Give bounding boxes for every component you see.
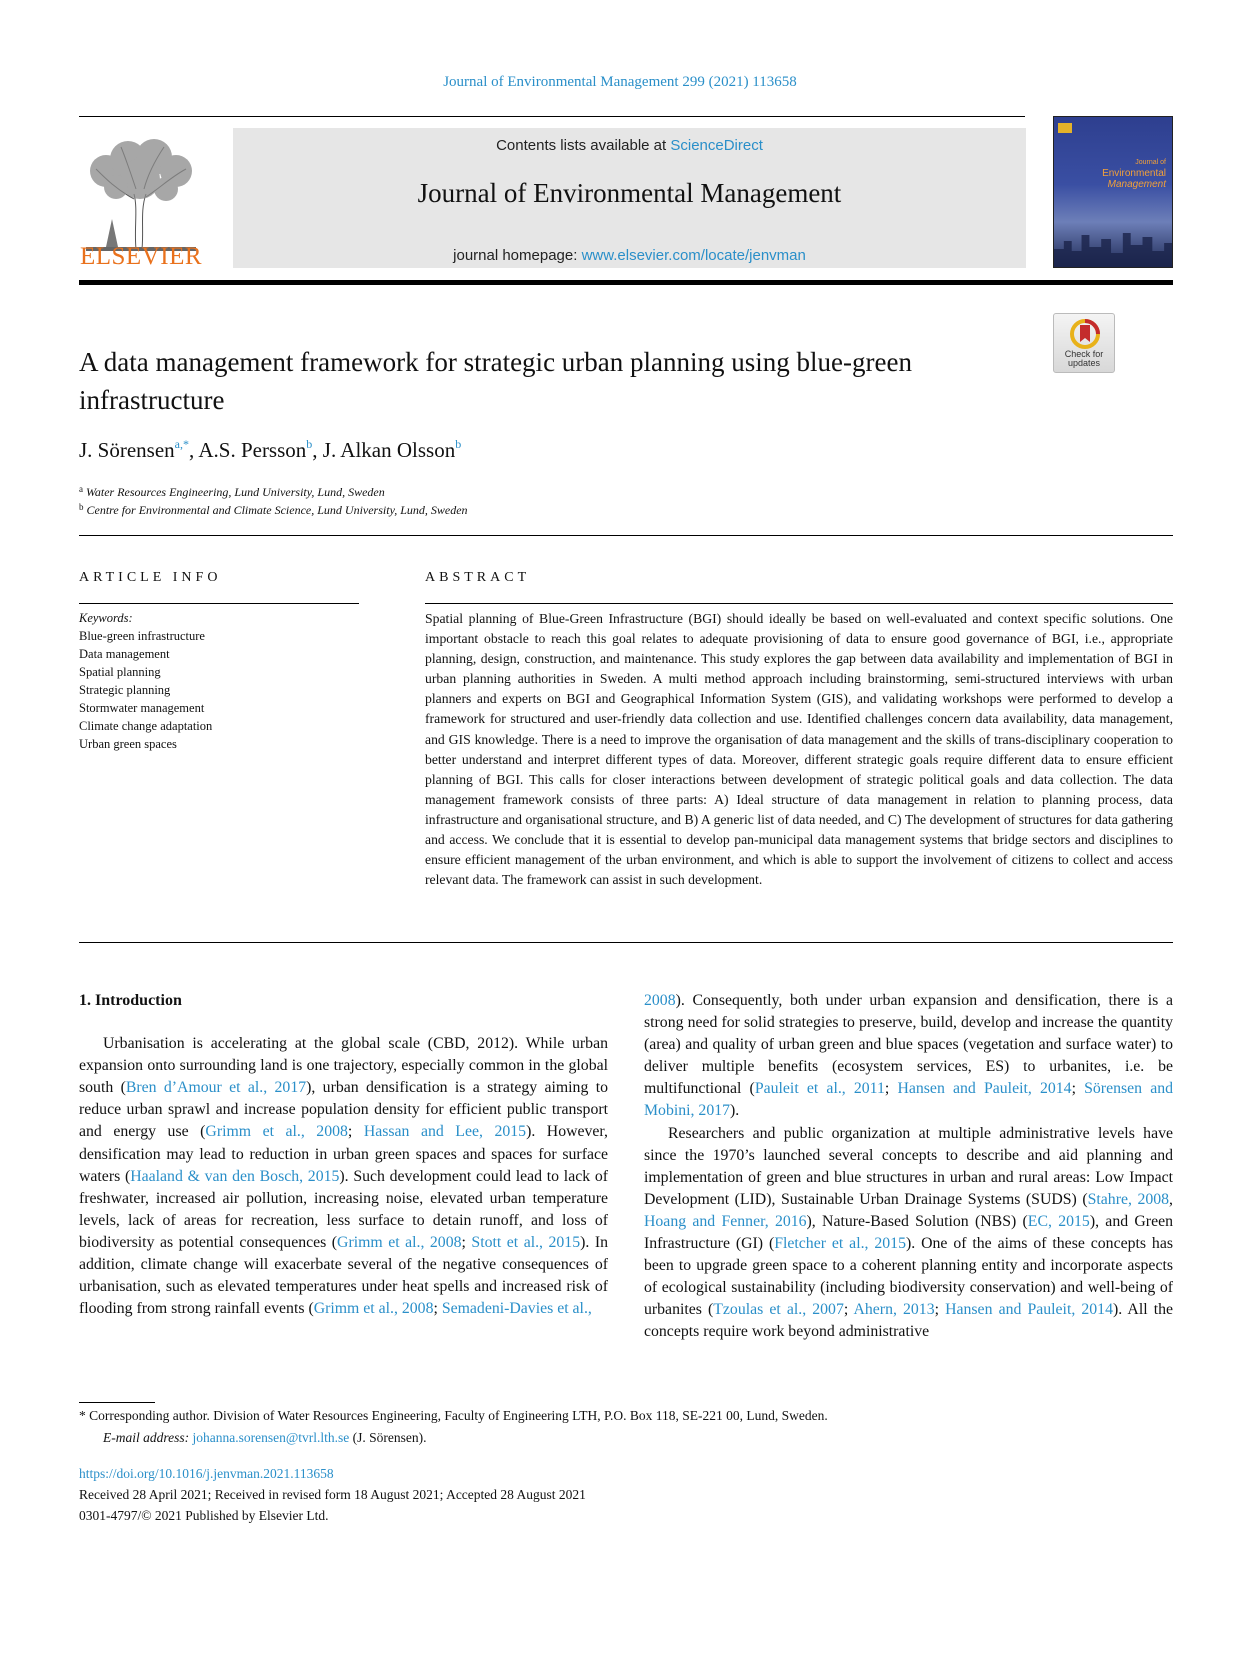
top-divider: [79, 116, 1025, 117]
keyword-item: Spatial planning: [79, 665, 161, 679]
author-name[interactable]: A.S. Persson: [198, 438, 307, 462]
citation-link[interactable]: Bren d’Amour et al., 2017: [125, 1079, 307, 1097]
cover-title-line-2: Environmental: [1102, 168, 1166, 179]
keywords-block: [79, 609, 359, 753]
section-heading-introduction: 1. Introduction: [79, 992, 182, 1009]
body-text: ;: [934, 1301, 946, 1319]
cover-title: [1054, 157, 1172, 190]
citation-link[interactable]: Hoang and Fenner, 2016: [644, 1212, 807, 1230]
cover-elsevier-mark-icon: [1058, 123, 1072, 133]
publisher-name: ELSEVIER: [79, 243, 203, 270]
abstract-rule: [425, 603, 1173, 604]
citation-link[interactable]: 2008: [644, 992, 676, 1009]
author-separator: ,: [189, 438, 199, 462]
body-text: ). All the concepts require work beyond administrative: [644, 1301, 1173, 1341]
check-for-updates-icon: [1069, 318, 1101, 350]
body-text: ;: [1071, 1080, 1085, 1098]
citation-link[interactable]: Pauleit et al., 2011: [754, 1080, 885, 1098]
header-thick-divider: [79, 280, 1173, 285]
body-text: Urbanisation is accelerating at the global scale (CBD, 2012). While urban expansion onto surrounding land is one trajectory, especially common in the global south (: [79, 1035, 608, 1097]
body-text: ;: [433, 1300, 442, 1318]
received-dates: Received 28 April 2021; Received in revised form 18 August 2021; Accepted 28 August 2021: [79, 1487, 586, 1502]
corresponding-author-note: * Corresponding author. Division of Water Resources Engineering, Faculty of Engineering LTH, P.O. Box 118, SE-221 00, Lund, Sweden.: [79, 1408, 828, 1423]
citation-link[interactable]: Haaland & van den Bosch, 2015: [130, 1167, 340, 1185]
email-label: E-mail address:: [103, 1430, 190, 1445]
check-for-updates-button[interactable]: [1053, 313, 1115, 373]
citation-link[interactable]: Hansen and Pauleit, 2014: [897, 1080, 1072, 1098]
homepage-line: [233, 247, 1026, 264]
body-column-left: [79, 990, 608, 1320]
check-label-line-2: updates: [1067, 358, 1101, 368]
affiliation-b-text: Centre for Environmental and Climate Science, Lund University, Lund, Sweden: [86, 503, 468, 517]
email-suffix: (J. Sörensen).: [349, 1430, 427, 1445]
affiliation-b: [79, 502, 468, 518]
cover-title-line-1: Journal of: [1135, 159, 1166, 166]
author-affiliation-marker[interactable]: b: [455, 437, 462, 451]
body-text: ). Such development could lead to lack of freshwater, increased air pollution, increasing noise, elevated urban temperature levels, lack of areas for recreation, less surface to detain runoff, and loss of biodiversity as potential consequences (: [79, 1167, 608, 1251]
intro-paragraph-1-continued: [644, 990, 1173, 1123]
keyword-item: Blue-green infrastructure: [79, 629, 205, 643]
author-affiliation-marker[interactable]: b: [306, 437, 313, 451]
author-separator: ,: [312, 438, 323, 462]
body-text: ), and Green Infrastructure (GI) (: [644, 1212, 1173, 1253]
affiliation-a: [79, 484, 385, 500]
abstract-bottom-divider: [79, 942, 1173, 943]
affiliation-a-marker: a: [79, 484, 83, 494]
citation-link[interactable]: Grimm et al., 2008: [313, 1300, 434, 1318]
citation-link[interactable]: Stahre, 2008: [1087, 1190, 1170, 1208]
citation-link[interactable]: Semadeni-Davies et al.,: [441, 1300, 592, 1318]
issn-copyright: 0301-4797/© 2021 Published by Elsevier Ltd.: [79, 1508, 329, 1523]
body-text: ), Nature-Based Solution (NBS) (: [806, 1212, 1028, 1230]
contents-prefix: Contents lists available at: [496, 137, 671, 154]
intro-paragraph-1: [79, 1033, 608, 1320]
body-text: ), urban densification is a strategy aiming to reduce urban sprawl and increase population density for efficient public transport and energy use (: [79, 1079, 608, 1141]
doi-link[interactable]: https://doi.org/10.1016/j.jenvman.2021.113658: [79, 1466, 334, 1481]
body-text: ). Consequently, both under urban expansion and densification, there is a strong need for solid strategies to preserve, build, develop and increase the quantity (area) and quality of urban green and blue spaces (vegetation and surface water) to deliver multiple benefits (ecosystem services, ES) to urbanites, i.e. be multifunctional (: [644, 992, 1173, 1098]
body-text: ;: [347, 1123, 364, 1141]
email-link[interactable]: johanna.sorensen@tvrl.lth.se: [192, 1430, 350, 1445]
homepage-prefix: journal homepage:: [453, 247, 582, 264]
citation-link[interactable]: EC, 2015: [1027, 1212, 1090, 1230]
cover-city-skyline-icon: [1054, 227, 1172, 267]
journal-cover-image[interactable]: [1053, 116, 1173, 268]
citation-link[interactable]: Ahern, 2013: [853, 1301, 935, 1319]
footnote-divider: [79, 1402, 155, 1403]
author-name[interactable]: J. Sörensen: [79, 438, 175, 462]
article-title: A data management framework for strategic urban planning using blue-green infrastructure: [79, 347, 912, 415]
keyword-item: Stormwater management: [79, 701, 205, 715]
abstract-heading: ABSTRACT: [425, 570, 531, 585]
intro-paragraph-2: [644, 1123, 1173, 1344]
citation-link[interactable]: Grimm et al., 2008: [205, 1123, 348, 1141]
citation-link[interactable]: Tzoulas et al., 2007: [713, 1301, 844, 1319]
check-for-updates-label: [1054, 350, 1114, 368]
sciencedirect-link[interactable]: ScienceDirect: [670, 137, 763, 154]
body-text: ,: [1169, 1190, 1173, 1208]
keyword-item: Urban green spaces: [79, 737, 177, 751]
body-text: ). In addition, climate change will exacerbate several of the negative consequences of urbanisation, such as elevated temperatures under heat spells and increased risk of flooding from strong rainfall events (: [79, 1233, 608, 1318]
body-text: ;: [884, 1080, 898, 1098]
body-text: ;: [843, 1301, 854, 1319]
keyword-item: Climate change adaptation: [79, 719, 213, 733]
journal-reference[interactable]: Journal of Environmental Management 299 (2021) 113658: [443, 74, 797, 90]
body-text: ;: [461, 1233, 472, 1251]
body-text: ). However, densification may lead to reduction in urban green spaces and spaces for surface waters (: [79, 1123, 609, 1185]
citation-link[interactable]: Fletcher et al., 2015: [774, 1235, 906, 1253]
cover-title-line-3: Management: [1107, 179, 1166, 190]
affiliation-a-text: Water Resources Engineering, Lund University, Lund, Sweden: [86, 485, 385, 499]
citation-link[interactable]: Hassan and Lee, 2015: [363, 1123, 527, 1141]
citation-link[interactable]: Sörensen and Mobini, 2017: [644, 1080, 1174, 1120]
keywords-list: [79, 627, 359, 753]
author-list: [79, 437, 461, 463]
author-affiliation-marker[interactable]: a,*: [174, 437, 189, 451]
email-note: [103, 1430, 427, 1446]
citation-link[interactable]: Hansen and Pauleit, 2014: [945, 1301, 1113, 1319]
affiliation-divider: [79, 535, 1173, 536]
keyword-item: Strategic planning: [79, 683, 171, 697]
check-label-line-1: Check for: [1064, 349, 1104, 359]
body-text: ). One of the aims of these concepts has been to upgrade green space to a coherent planning entity and incorporate aspects of ecological sustainability (including biodiversity conservation) and well-being of urbanites (: [644, 1235, 1173, 1319]
affiliation-b-marker: b: [79, 502, 84, 512]
journal-title: Journal of Environmental Management: [417, 178, 842, 208]
body-column-right: [644, 990, 1173, 1344]
body-text: Researchers and public organization at multiple administrative levels have since the 1970’s launched several concepts to describe and aid planning and implementation of green and blue structures in urban and rural areas: Low Impact Development (LID), Sustainable Urban Drainage Systems (SUDS) (: [644, 1124, 1173, 1208]
homepage-link[interactable]: www.elsevier.com/locate/jenvman: [581, 247, 806, 264]
citation-link[interactable]: Grimm et al., 2008: [337, 1233, 462, 1251]
keywords-label: Keywords:: [79, 611, 133, 625]
contents-line: [233, 137, 1026, 154]
body-text: ).: [730, 1102, 740, 1120]
journal-masthead: [233, 128, 1026, 268]
article-info-heading: ARTICLE INFO: [79, 570, 222, 585]
citation-link[interactable]: Stott et al., 2015: [471, 1233, 581, 1251]
article-info-rule: [79, 603, 359, 604]
keyword-item: Data management: [79, 647, 170, 661]
abstract-text: Spatial planning of Blue-Green Infrastructure (BGI) should ideally be based on well-evaluated and context specific solutions. One important obstacle to reach this goal relates to adequate provisioning of data to ensure good governance of BGI, i.e., appropriate planning, design, construction, and maintenance. This study explores the gap between data availability and implementation of BGI in urban planning authorities in Sweden. A multi method approach including brainstorming, semi-structured interviews with urban planners and experts on BGI and Geographical Information System (GIS), and validating workshops were performed to develop a framework for structured and user-friendly data collection and use. Identified challenges concern data availability, data management, and GIS knowledge. There is a need to improve the organisation of data management and the skills of trans-disciplinary cooperation to better understand and interpret different types of data. Moreover, different strategic goals require different data to ensure efficient planning of BGI. This calls for closer interactions between development of strategic political goals and data collection. The data management framework consists of three parts: A) Ideal structure of data management in relation to planning process, data infrastructure and organisational structure, and B) A generic list of data needed, and C) The development of structures for data gathering and access. We conclude that it is essential to develop pan-municipal data management systems that bridge sectors and disciplines to ensure efficient management of the urban environment, and which is able to support the involvement of citizens to collect and access relevant data. The framework can assist in such development.: [425, 611, 1173, 888]
author-name[interactable]: J. Alkan Olsson: [322, 438, 456, 462]
